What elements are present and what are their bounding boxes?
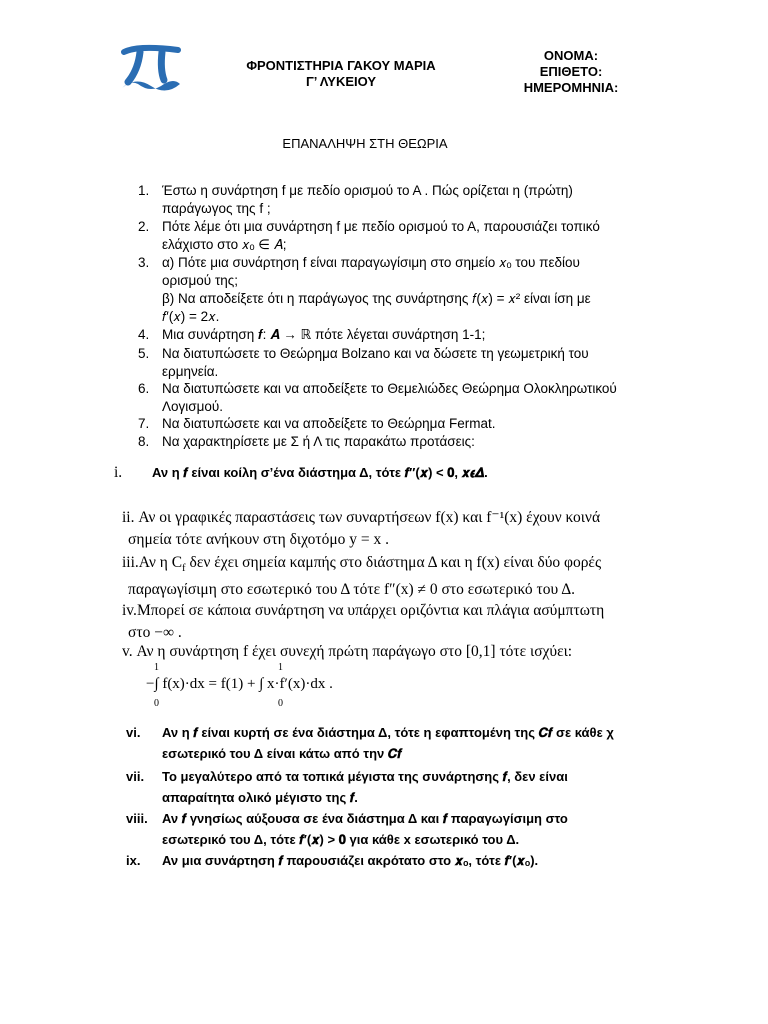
integral-upper-limit: 1 (154, 662, 159, 673)
question-line: Να διατυπώσετε και να αποδείξετε το Θεώρημα Fermat. (162, 416, 496, 431)
question-line: Έστω η συνάρτηση f με πεδίο ορισμού το Α . Πώς ορίζεται η (πρώτη) (162, 183, 573, 198)
school-name: ΦΡΟΝΤΙΣΤΗΡΙΑ ΓΑΚΟΥ ΜΑΡΙΑ (246, 58, 436, 73)
item-v-label: v. (122, 643, 133, 660)
question-line: Πότε λέμε ότι μια συνάρτηση f με πεδίο ορισμού το Α, παρουσιάζει τοπικό (162, 219, 600, 234)
question-line: Λογισμού. (162, 399, 224, 414)
question-6 (138, 380, 648, 416)
item-vi-label: vi. (126, 725, 141, 740)
item-iv-line: στο −∞ . (128, 624, 182, 641)
name-label: ΟΝΟΜΑ: (543, 48, 599, 63)
question-line: 𝑓′(𝑥) = 2𝑥. (162, 309, 220, 324)
item-ii-line: Αν οι γραφικές παραστάσεις των συναρτήσεων f(x) και f⁻¹(x) έχουν κοινά (138, 509, 601, 526)
question-number: 5. (138, 346, 150, 361)
question-number: 4. (138, 327, 150, 342)
item-viii-line: Αν 𝒇 γνησίως αύξουσα σε ένα διάστημα Δ και 𝒇 παραγωγίσιμη στο (162, 811, 568, 826)
item-vi-text (162, 722, 652, 764)
item-vi-line: εσωτερικό του Δ είναι κάτω από την 𝑪𝒇 (162, 746, 402, 761)
school-heading (230, 58, 452, 90)
surname-label: ΕΠΙΘΕΤΟ: (539, 64, 603, 79)
question-3 (138, 254, 648, 326)
item-ix-label: ix. (126, 853, 141, 868)
item-iii-label: iii. (122, 554, 139, 571)
item-iv (122, 600, 662, 644)
question-number: 6. (138, 381, 150, 396)
item-vii-label: vii. (126, 769, 145, 784)
item-iii-subscript: f (182, 562, 186, 575)
item-ix-text: Αν μια συνάρτηση 𝒇 παρουσιάζει ακρότατο στο 𝒙ₒ, τότε 𝒇′(𝒙ₒ). (162, 853, 539, 868)
question-line: ελάχιστο στο 𝑥ₒ ∈ 𝐴; (162, 237, 287, 252)
integral-lower-limit: 0 (154, 698, 159, 709)
item-v (122, 641, 662, 663)
question-1 (138, 182, 648, 218)
item-vii-text (162, 766, 652, 808)
item-vii-line: απαραίτητα ολικό μέγιστο της 𝒇. (162, 790, 358, 805)
item-vi-line: Αν η 𝒇 είναι κυρτή σε ένα διάστημα Δ, τότε η εφαπτομένη της 𝑪𝒇 σε κάθε χ (162, 725, 614, 740)
page-title: ΕΠΑΝΑΛΗΨΗ ΣΤΗ ΘΕΩΡΙΑ (282, 136, 448, 151)
item-iii-line: Αν η C (138, 554, 183, 571)
logo-pi-icon (118, 44, 184, 96)
question-line: α) Πότε μια συνάρτηση f είναι παραγωγίσιμη στο σημείο 𝑥ₒ του πεδίου (162, 255, 580, 270)
integral-equation: −∫ f(x)·dx = f(1) + ∫ x·f′(x)·dx . (146, 676, 333, 692)
class-level: Γ’ ΛΥΚΕΙΟΥ (305, 74, 377, 89)
question-line: β) Να αποδείξετε ότι η παράγωγος της συνάρτησης 𝑓(𝑥) = 𝑥² είναι ίση με (162, 291, 591, 306)
question-number: 2. (138, 219, 150, 234)
item-iii (122, 552, 662, 601)
item-iv-line: Μπορεί σε κάποια συνάρτηση να υπάρχει οριζόντια και πλάγια ασύμπτωτη (136, 602, 605, 619)
question-line: ερμηνεία. (162, 364, 219, 379)
date-label: ΗΜΕΡΟΜΗΝΙΑ: (523, 80, 619, 95)
item-v-line: Αν η συνάρτηση f έχει συνεχή πρώτη παράγωγο στο [0,1] τότε ισχύει: (136, 643, 573, 660)
integral-upper-limit: 1 (278, 662, 283, 673)
question-line: Να διατυπώσετε και να αποδείξετε το Θεμελιώδες Θεώρημα Ολοκληρωτικού (162, 381, 617, 396)
question-number: 1. (138, 183, 150, 198)
item-ii (122, 507, 662, 551)
item-iii-line: δεν έχει σημεία καμπής στο διάστημα Δ και η f(x) είναι δύο φορές (185, 554, 602, 571)
item-i-label: i. (114, 464, 123, 481)
question-number: 8. (138, 434, 150, 449)
integral-lower-limit: 0 (278, 698, 283, 709)
item-iv-label: iv. (122, 602, 137, 619)
question-8 (138, 433, 648, 451)
item-viii-text (162, 808, 652, 850)
question-number: 7. (138, 416, 150, 431)
item-i-text: Αν η 𝒇 είναι κοίλη σ’ένα διάστημα Δ, τότε 𝒇′′(𝒙) < 𝟎, 𝒙𝝐𝜟. (152, 465, 488, 480)
item-vii-line: Το μεγαλύτερο από τα τοπικά μέγιστα της συνάρτησης 𝒇, δεν είναι (162, 769, 568, 784)
question-4 (138, 326, 648, 344)
student-fields (512, 48, 630, 96)
question-7 (138, 415, 648, 433)
item-iii-line: παραγωγίσιμη στο εσωτερικό του Δ τότε f″(x) ≠ 0 στο εσωτερικό του Δ. (128, 581, 576, 599)
question-line: Να χαρακτηρίσετε με Σ ή Λ τις παρακάτω προτάσεις: (162, 434, 475, 449)
item-viii-line: εσωτερικό του Δ, τότε 𝒇′(𝒙) > 𝟎 για κάθε x εσωτερικό του Δ. (162, 832, 520, 847)
item-ii-line: σημεία τότε ανήκουν στη διχοτόμο y = x . (128, 531, 390, 548)
question-line: Μια συνάρτηση 𝒇: 𝑨 → ℝ πότε λέγεται συνάρτηση 1-1; (162, 327, 486, 342)
question-line: Να διατυπώσετε το Θεώρημα Bolzano και να δώσετε τη γεωμετρική του (162, 346, 589, 361)
question-2 (138, 218, 648, 254)
item-ii-label: ii. (122, 509, 135, 526)
question-line: παράγωγος της f ; (162, 201, 271, 216)
item-viii-label: viii. (126, 811, 148, 826)
question-5 (138, 345, 648, 381)
question-line: ορισμού της; (162, 273, 239, 288)
question-number: 3. (138, 255, 150, 270)
integral-formula (146, 662, 406, 712)
